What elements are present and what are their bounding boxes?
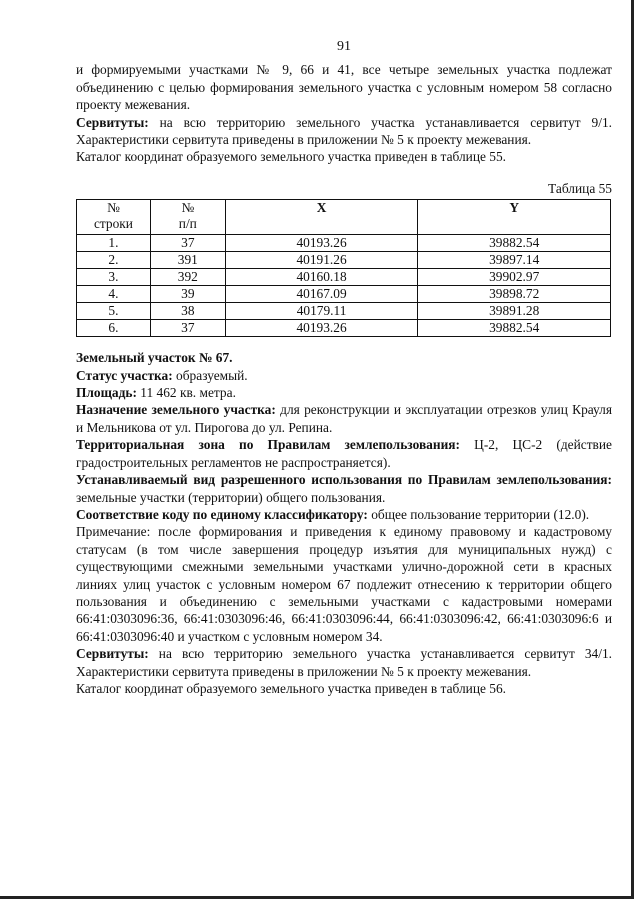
cell-y: 39897.14 xyxy=(418,252,611,269)
cell-x: 40160.18 xyxy=(225,269,418,286)
header-row-number-line1: № xyxy=(107,200,120,216)
table-row xyxy=(77,235,611,252)
use-paragraph xyxy=(76,471,612,506)
cell-row-number: 3. xyxy=(77,269,151,286)
table-header-row xyxy=(77,200,611,235)
table-row xyxy=(77,269,611,286)
parcel-servitude-text: на всю территорию земельного участка устанавливается сервитут 34/1. Характеристики сервитута приведены в приложении № 5 к проекту межевания. xyxy=(76,646,612,679)
cell-y: 39882.54 xyxy=(418,320,611,337)
header-point-number-line2: п/п xyxy=(178,216,197,232)
header-point-number xyxy=(150,200,225,235)
area-value: 11 462 кв. метра. xyxy=(136,385,236,401)
purpose-value: для реконструкции и эксплуатации отрезков улиц Крауля и Мельникова от ул. Пирогова до ул. Репина. xyxy=(76,402,613,435)
table-caption: Таблица 55 xyxy=(548,180,612,196)
purpose-label: Назначение земельного участка: xyxy=(76,402,276,418)
cell-y: 39891.28 xyxy=(418,303,611,320)
header-x: X xyxy=(225,200,418,235)
parcel-title-text: Земельный участок № 67. xyxy=(76,350,233,366)
code-label: Соответствие коду по единому классификатору: xyxy=(76,506,368,522)
header-row-number-line2: строки xyxy=(93,216,133,232)
page-content xyxy=(76,38,612,697)
zone-paragraph xyxy=(76,436,612,471)
cell-x: 40191.26 xyxy=(225,252,418,269)
cell-x: 40193.26 xyxy=(225,320,418,337)
use-label: Устанавливаемый вид разрешенного использования по Правилам землепользования: xyxy=(76,472,612,488)
header-y: Y xyxy=(418,200,611,235)
cell-y: 39898.72 xyxy=(418,286,611,303)
note-paragraph: Примечание: после формирования и приведения к единому правовому и кадастровому статусам (в том числе завершения процедур изъятия для муниципальных нужд) с существующими смежными земельными участками улично-дорожной сети в красных линиях улиц участок с условным номером 67 подлежит отнесению к территории общего пользования и объединению с земельными участками с кадастровыми номерами 66:41:0303096:36, 66:41:0303096:46, 66:41:0303096:44, 66:41:0303096:42, 66:41:0303096:6 и 66:41:0303096:40 и участком с условным номером 34. xyxy=(76,524,612,644)
parcel-catalog-paragraph: Каталог координат образуемого земельного участка приведен в таблице 56. xyxy=(76,680,507,696)
cell-row-number: 4. xyxy=(77,286,151,303)
servitude-paragraph xyxy=(76,114,612,149)
status-paragraph xyxy=(76,367,612,384)
intro-paragraph: и формируемыми участками № 9, 66 и 41, все четыре земельных участка подлежат объединению с целью формирования земельного участка с условным номером 58 согласно проекту межевания. xyxy=(76,62,612,113)
status-value: образуемый. xyxy=(172,367,248,383)
table-row xyxy=(77,286,611,303)
servitude-text: на всю территорию земельного участка устанавливается сервитут 9/1. Характеристики сервитута приведены в приложении № 5 к проекту межевания. xyxy=(76,114,612,148)
cell-point-number: 39 xyxy=(150,286,225,303)
cell-point-number: 391 xyxy=(150,252,225,269)
cell-x: 40179.11 xyxy=(225,303,418,320)
header-row-number xyxy=(77,200,151,235)
table-row xyxy=(77,252,611,269)
cell-point-number: 37 xyxy=(150,235,225,252)
zone-value: Ц-2, ЦС-2 (действие градостроительных регламентов не распространяется). xyxy=(76,437,612,470)
use-value: земельные участки (территории) общего пользования. xyxy=(76,489,386,505)
cell-row-number: 2. xyxy=(77,252,151,269)
status-label: Статус участка: xyxy=(76,367,173,383)
cell-x: 40193.26 xyxy=(225,235,418,252)
cell-point-number: 392 xyxy=(150,269,225,286)
coordinates-table xyxy=(76,199,611,337)
cell-y: 39902.97 xyxy=(418,269,611,286)
cell-row-number: 1. xyxy=(77,235,151,252)
cell-row-number: 5. xyxy=(77,303,151,320)
cell-point-number: 37 xyxy=(150,320,225,337)
area-paragraph xyxy=(76,384,612,401)
header-point-number-line1: № xyxy=(181,200,195,216)
cell-point-number: 38 xyxy=(150,303,225,320)
servitude-label: Сервитуты: xyxy=(76,114,149,130)
code-paragraph xyxy=(76,506,612,523)
code-value: общее пользование территории (12.0). xyxy=(367,506,590,522)
parcel-servitude-paragraph xyxy=(76,645,612,680)
purpose-paragraph xyxy=(76,401,612,436)
table-row xyxy=(77,320,611,337)
cell-y: 39882.54 xyxy=(418,235,611,252)
parcel-title xyxy=(76,349,612,366)
table-row xyxy=(77,303,611,320)
cell-x: 40167.09 xyxy=(225,286,418,303)
cell-row-number: 6. xyxy=(77,320,151,337)
zone-label: Территориальная зона по Правилам землепользования: xyxy=(76,437,460,453)
area-label: Площадь: xyxy=(76,385,137,401)
catalog-paragraph: Каталог координат образуемого земельного участка приведен в таблице 55. xyxy=(76,149,507,165)
parcel-servitude-label: Сервитуты: xyxy=(76,646,149,662)
page-number: 91 xyxy=(337,39,351,54)
